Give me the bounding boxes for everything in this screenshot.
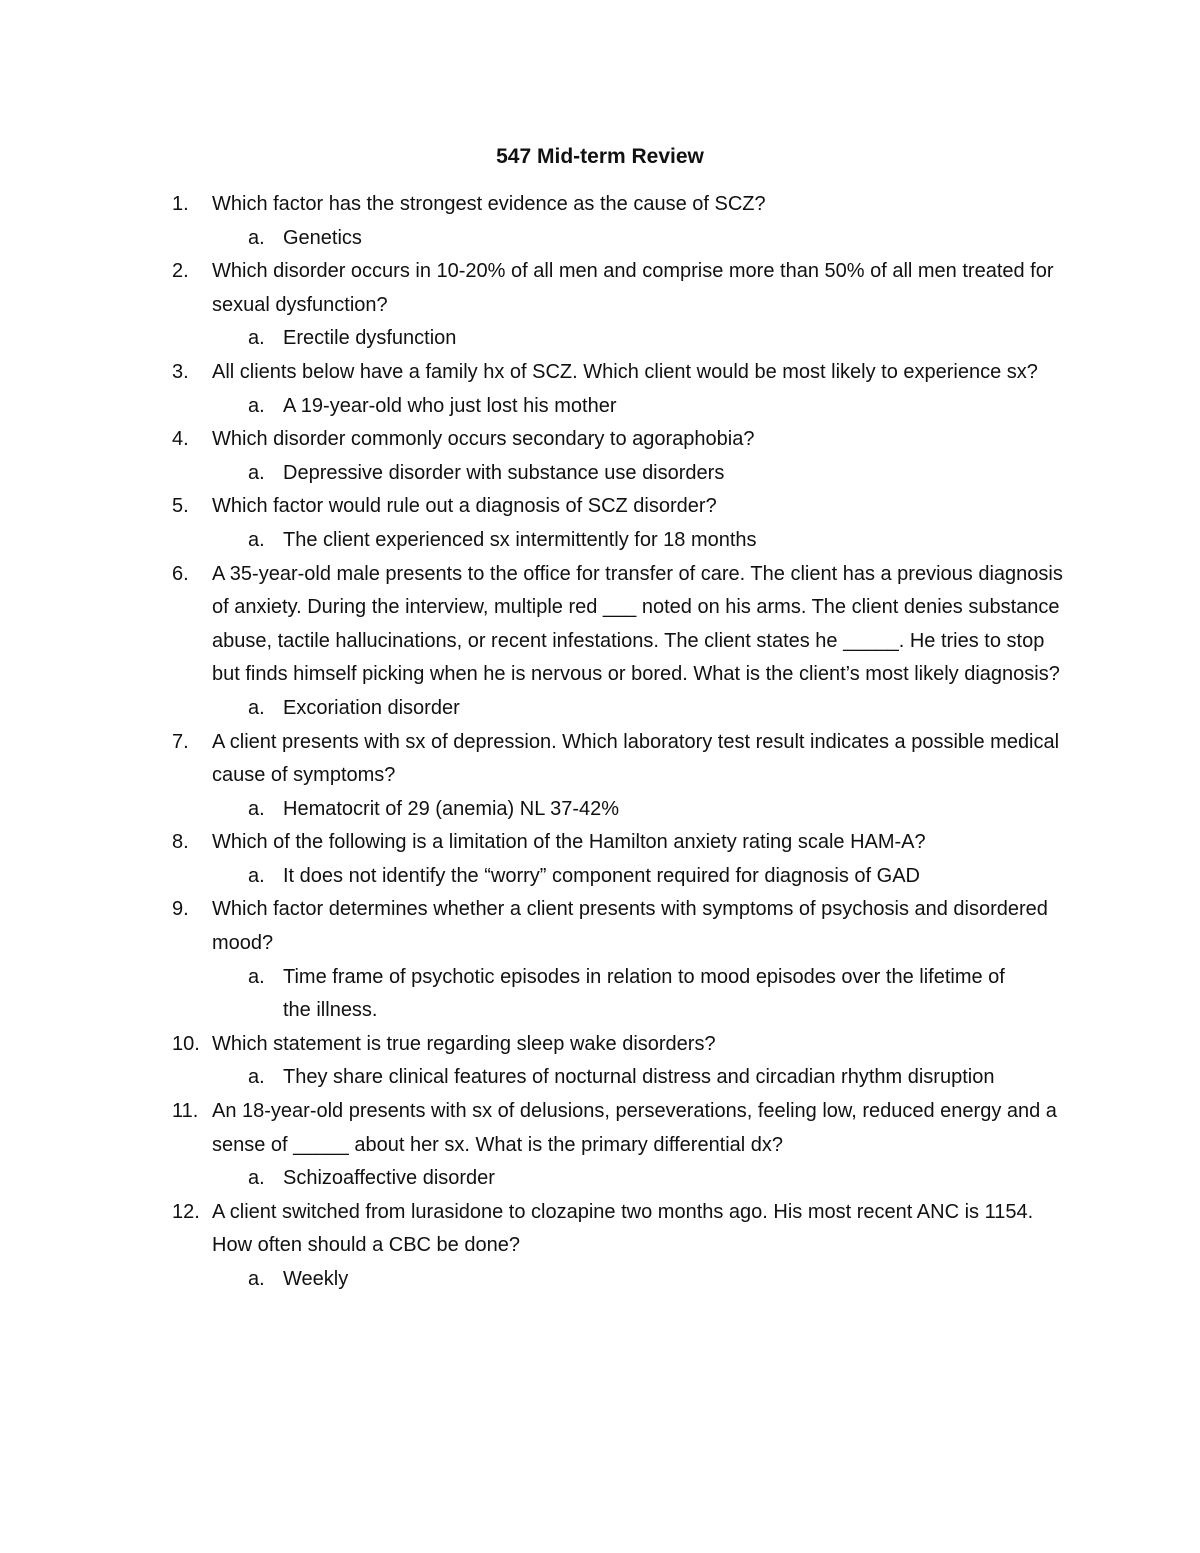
question-number: 6.: [172, 562, 189, 585]
answer-item: [0, 390, 1200, 424]
question-text: A client switched from lurasidone to clozapine two months ago. His most recent ANC is 1154. How often should a CBC be done?: [212, 1200, 1034, 1257]
question-item: [0, 558, 1200, 726]
question-item: [0, 356, 1200, 423]
question-text: Which statement is true regarding sleep wake disorders?: [212, 1032, 716, 1055]
question-number: 12.: [172, 1200, 200, 1223]
answer-text: Depressive disorder with substance use disorders: [283, 461, 725, 484]
question-text: An 18-year-old presents with sx of delusions, perseverations, feeling low, reduced energy and a sense of _____ about her sx. What is the primary differential dx?: [212, 1100, 1057, 1156]
question-text: Which disorder occurs in 10-20% of all men and comprise more than 50% of all men treated for sexual dysfunction?: [212, 260, 1054, 316]
answer-text: Genetics: [283, 226, 362, 249]
question-list: [0, 188, 1200, 1297]
answer-text: The client experienced sx intermittently for 18 months: [283, 528, 757, 551]
answer-letter: a.: [248, 327, 265, 350]
answer-text: Excoriation disorder: [283, 696, 460, 719]
answer-text: Weekly: [283, 1268, 349, 1290]
question-number: 11.: [172, 1100, 199, 1123]
answer-letter: a.: [248, 394, 265, 417]
answer-item: [0, 860, 1200, 894]
answer-letter: a.: [248, 696, 265, 719]
question-item: [0, 188, 1200, 255]
question-text: Which disorder commonly occurs secondary to agoraphobia?: [212, 428, 755, 451]
answer-letter: a.: [248, 1066, 265, 1089]
answer-letter: a.: [248, 864, 265, 887]
question-item: [0, 893, 1200, 1027]
answer-item: [0, 961, 1200, 1028]
question-item: [0, 1095, 1200, 1196]
question-number: 9.: [172, 898, 189, 921]
answer-letter: a.: [248, 797, 265, 820]
question-number: 1.: [172, 193, 189, 215]
question-item: [0, 1196, 1200, 1297]
answer-item: [0, 222, 1200, 256]
answer-item: [0, 1263, 1200, 1297]
question-item: [0, 255, 1200, 356]
question-item: [0, 826, 1200, 893]
question-number: 7.: [172, 730, 189, 753]
answer-letter: a.: [248, 1167, 265, 1190]
question-number: 4.: [172, 428, 189, 451]
question-text: All clients below have a family hx of SCZ. Which client would be most likely to experience sx?: [212, 360, 1038, 383]
answer-letter: a.: [248, 1268, 265, 1290]
question-item: [0, 726, 1200, 827]
question-text: Which factor determines whether a client presents with symptoms of psychosis and disordered mood?: [212, 898, 1048, 955]
question-number: 3.: [172, 360, 189, 383]
question-item: [0, 1028, 1200, 1095]
answer-text: Time frame of psychotic episodes in relation to mood episodes over the lifetime of the illness.: [283, 965, 1005, 1022]
answer-item: [0, 457, 1200, 491]
answer-text: Erectile dysfunction: [283, 327, 457, 350]
question-text: Which factor would rule out a diagnosis of SCZ disorder?: [212, 495, 717, 518]
answer-text: Hematocrit of 29 (anemia) NL 37-42%: [283, 797, 620, 820]
question-text: Which of the following is a limitation of the Hamilton anxiety rating scale HAM-A?: [212, 831, 926, 854]
answer-letter: a.: [248, 965, 265, 988]
answer-item: [0, 692, 1200, 726]
answer-item: [0, 1162, 1200, 1196]
question-text: Which factor has the strongest evidence as the cause of SCZ?: [212, 193, 766, 215]
answer-letter: a.: [248, 528, 265, 551]
answer-letter: a.: [248, 226, 265, 249]
answer-text: Schizoaffective disorder: [283, 1167, 495, 1190]
answer-text: They share clinical features of nocturnal distress and circadian rhythm disruption: [283, 1066, 995, 1089]
question-number: 10.: [172, 1032, 200, 1055]
answer-item: [0, 793, 1200, 827]
answer-item: [0, 1061, 1200, 1095]
question-text: A client presents with sx of depression. Which laboratory test result indicates a possible medical cause of symptoms?: [212, 730, 1060, 787]
page-title: 547 Mid-term Review: [496, 145, 704, 168]
answer-text: A 19-year-old who just lost his mother: [283, 394, 617, 417]
answer-letter: a.: [248, 461, 265, 484]
question-number: 5.: [172, 495, 189, 518]
answer-item: [0, 322, 1200, 356]
question-number: 2.: [172, 260, 189, 283]
answer-item: [0, 524, 1200, 558]
question-item: [0, 490, 1200, 557]
question-item: [0, 423, 1200, 490]
question-number: 8.: [172, 831, 189, 854]
question-text: A 35-year-old male presents to the office for transfer of care. The client has a previous diagnosis of anxiety. During the interview, multiple red ___ noted on his arms. The client denies substance abuse, tactile hallucinations, or recent infestations. The client states he _____. He tries to stop but finds himself picking when he is nervous or bored. What is the client’s most likely diagnosis?: [212, 562, 1063, 686]
answer-text: It does not identify the “worry” component required for diagnosis of GAD: [283, 864, 920, 887]
